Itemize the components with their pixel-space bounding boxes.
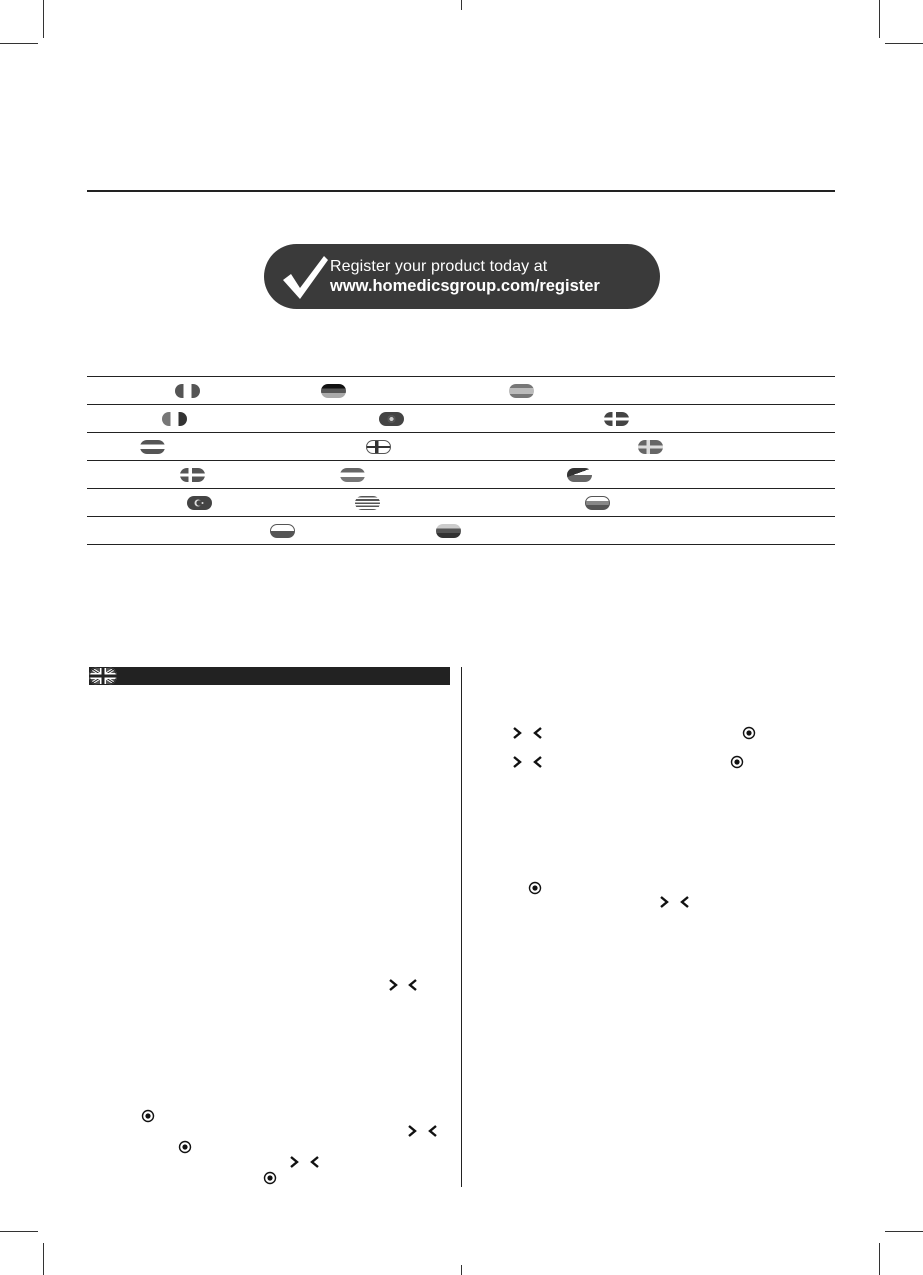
language-row — [87, 376, 835, 404]
chevron-right-icon — [510, 755, 524, 769]
chevron-left-icon — [531, 755, 545, 769]
hungary-flag-icon — [340, 468, 365, 482]
netherlands-flag-icon — [140, 440, 165, 454]
chevron-right-icon — [386, 978, 400, 992]
finland-flag-icon — [366, 440, 391, 454]
greece-flag-icon — [355, 496, 380, 510]
select-button-icon — [742, 726, 756, 740]
column-divider — [461, 667, 462, 1187]
register-banner — [264, 244, 660, 309]
turkey-flag-icon — [187, 496, 212, 510]
section-header-bar — [89, 667, 450, 685]
crop-mark — [885, 1231, 923, 1232]
chevron-left-icon — [426, 1124, 440, 1138]
checkmark-icon — [280, 252, 330, 302]
select-button-icon — [263, 1171, 277, 1185]
chevron-left-icon — [308, 1155, 322, 1169]
header-rule — [87, 190, 835, 192]
sweden-flag-icon — [638, 440, 663, 454]
language-row — [87, 432, 835, 460]
crop-mark — [43, 1243, 44, 1275]
chevron-left-icon — [678, 895, 692, 909]
select-button-icon — [178, 1140, 192, 1154]
norway-flag-icon — [604, 412, 629, 426]
register-text: Register your product today at — [330, 258, 548, 275]
italy-flag-icon — [175, 384, 200, 398]
language-row — [87, 460, 835, 488]
russia-flag-icon — [585, 496, 610, 510]
denmark-flag-icon — [180, 468, 205, 482]
language-row — [87, 516, 835, 545]
language-row — [87, 404, 835, 432]
chevron-right-icon — [510, 726, 524, 740]
chevron-left-icon — [406, 978, 420, 992]
chevron-left-icon — [531, 726, 545, 740]
crop-mark — [461, 1265, 462, 1275]
portugal-flag-icon — [379, 412, 404, 426]
france-flag-icon — [162, 412, 187, 426]
slovenia-flag-icon — [436, 524, 461, 538]
crop-mark — [461, 0, 462, 10]
select-button-icon — [141, 1109, 155, 1123]
chevron-right-icon — [405, 1124, 419, 1138]
crop-mark — [43, 0, 44, 38]
crop-mark — [879, 1243, 880, 1275]
poland-flag-icon — [270, 524, 295, 538]
uk-flag-icon — [89, 667, 117, 685]
germany-flag-icon — [321, 384, 346, 398]
select-button-icon — [528, 881, 542, 895]
chevron-right-icon — [287, 1155, 301, 1169]
chevron-right-icon — [657, 895, 671, 909]
crop-mark — [879, 0, 880, 38]
spain-flag-icon — [509, 384, 534, 398]
crop-mark — [0, 43, 38, 44]
crop-mark — [885, 43, 923, 44]
crop-mark — [0, 1231, 38, 1232]
language-row — [87, 488, 835, 516]
language-table — [87, 376, 835, 545]
czech-flag-icon — [567, 468, 592, 482]
select-button-icon — [730, 755, 744, 769]
register-url: www.homedicsgroup.com/register — [330, 277, 600, 295]
